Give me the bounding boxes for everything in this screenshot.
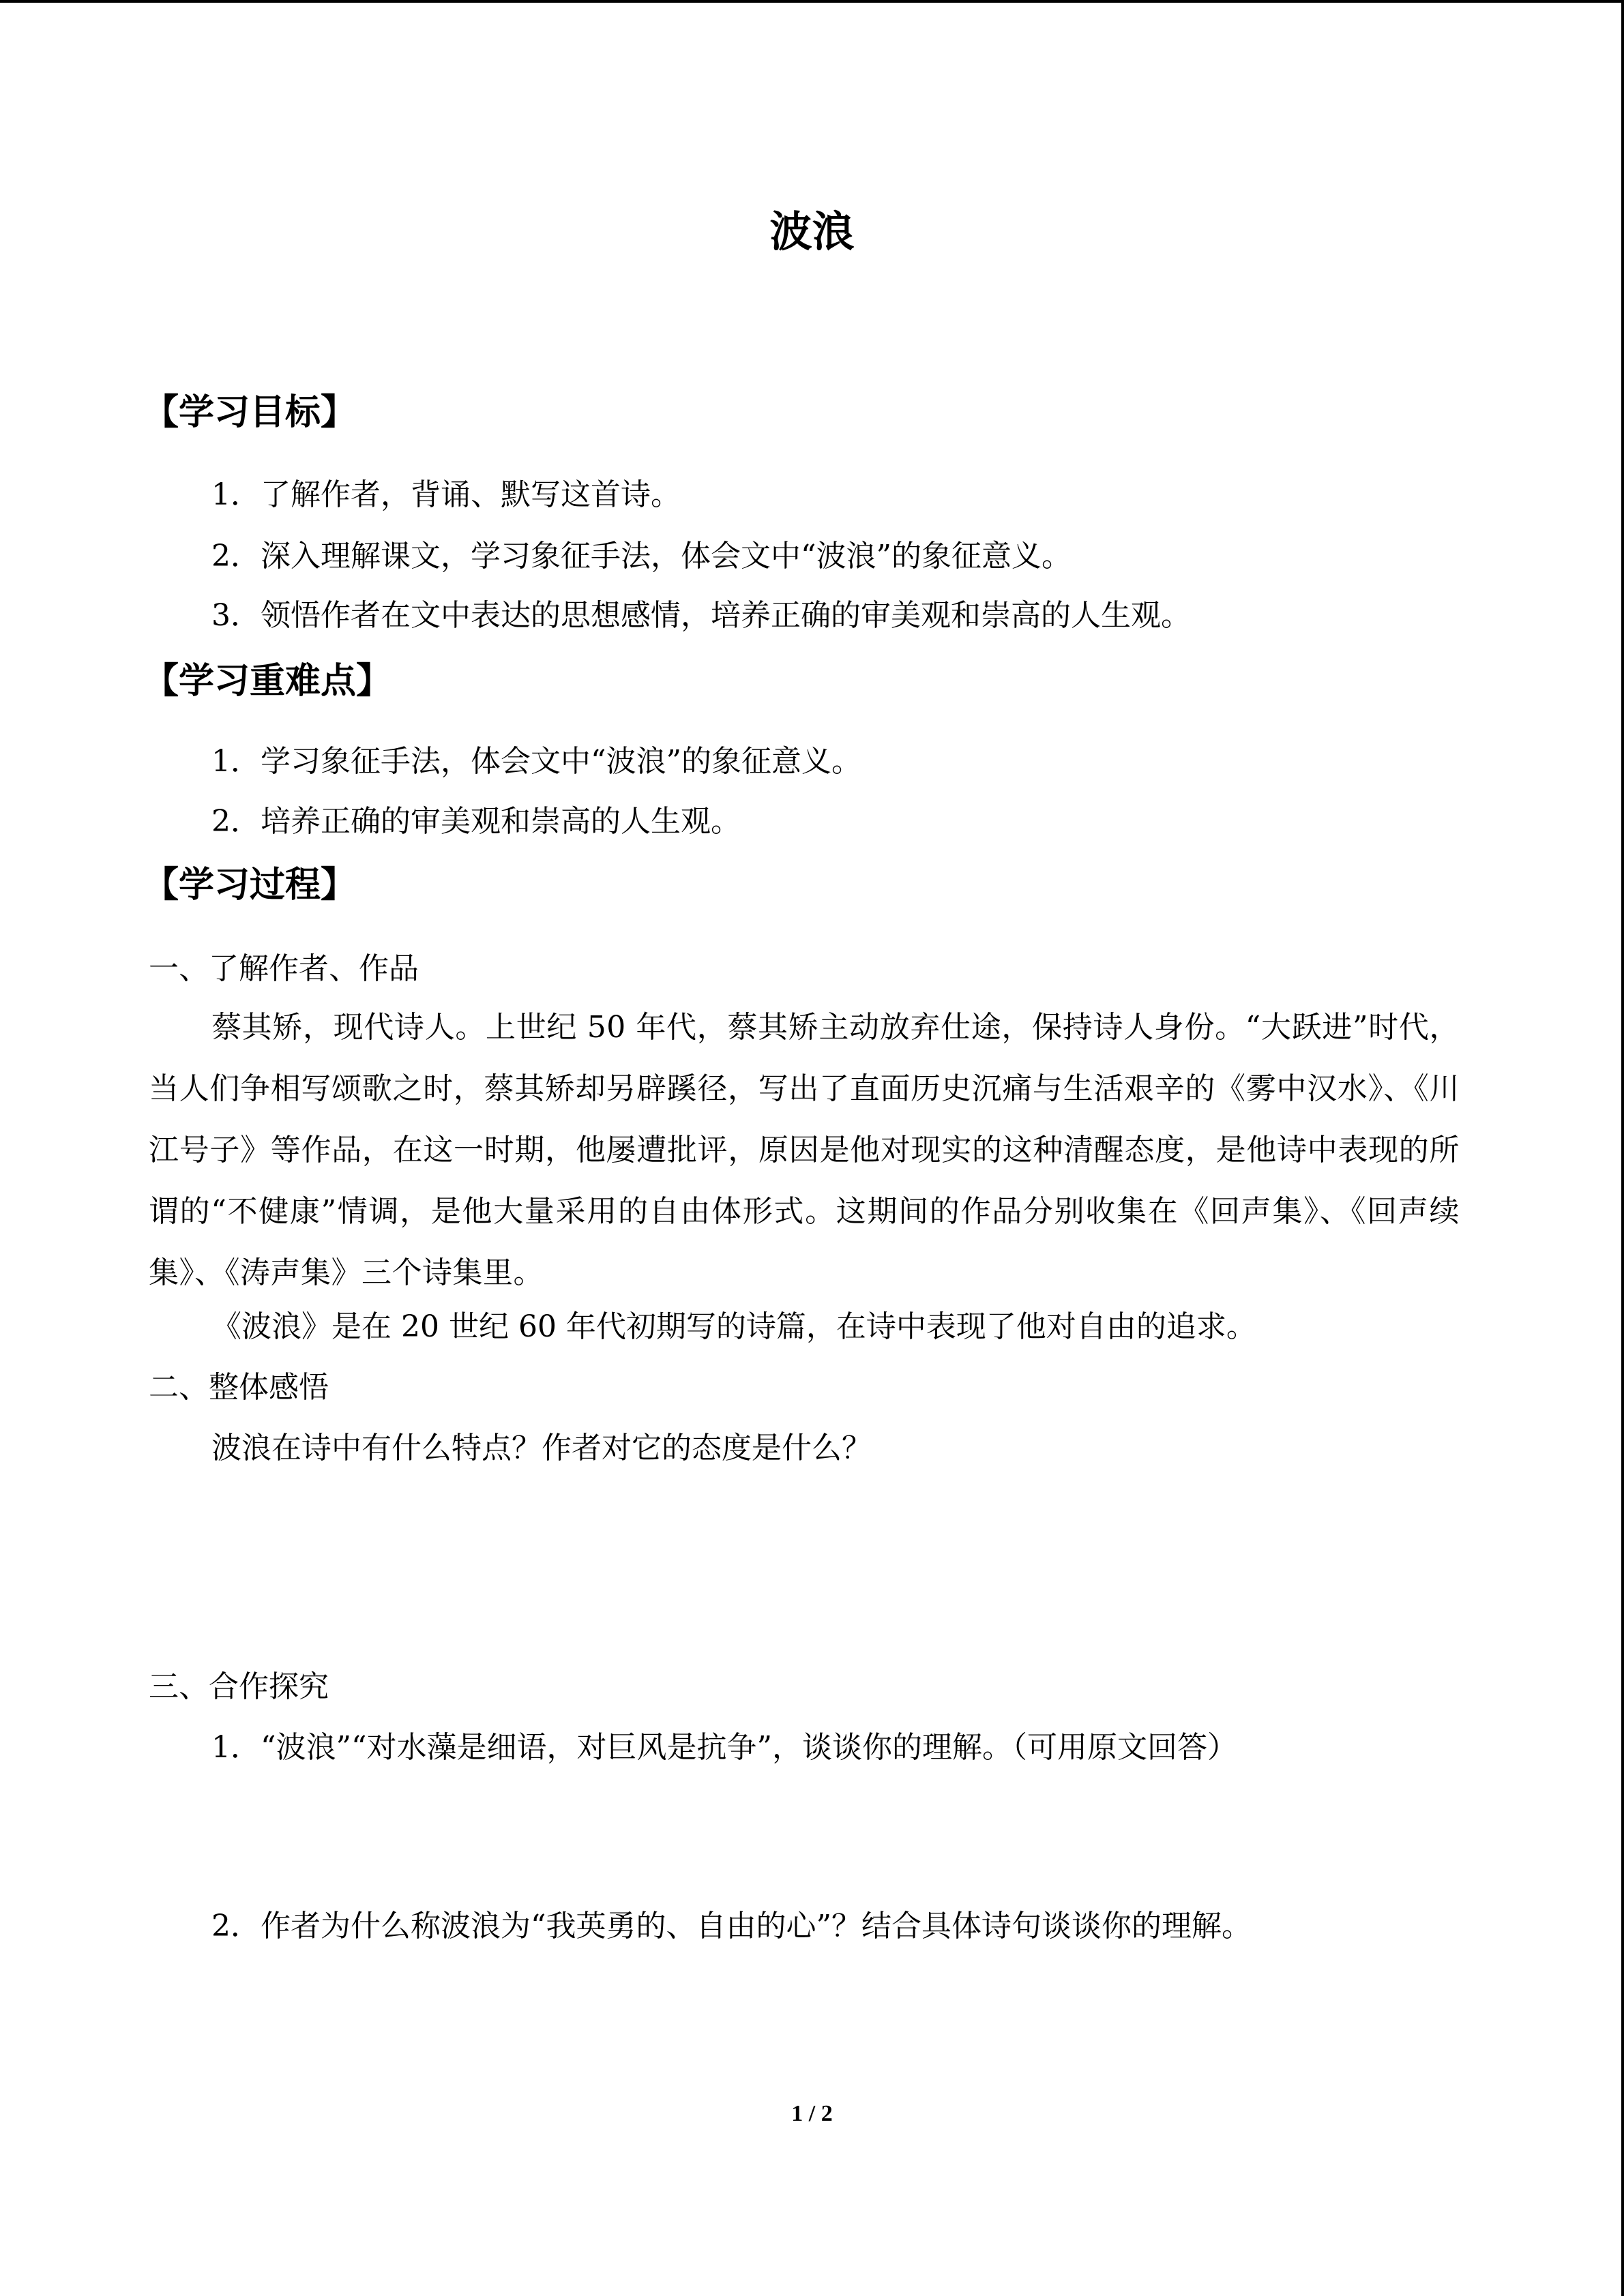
part3-question-2: 2．作者为什么称波浪为“我英勇的、自由的心”？结合具体诗句谈谈你的理解。: [211, 1909, 1252, 1943]
author-intro-paragraph: 蔡其矫，现代诗人。上世纪 50 年代，蔡其矫主动放弃仕途，保持诗人身份。“大跃进”时代，当人们争相写颂歌之时，蔡其矫却另辟蹊径，写出了直面历史沉痛与生活艰辛的《雾中汉水》、《川江号子》等作品，在这一时期，他屡遭批评，原因是他对现实的这种清醒态度，是他诗中表现的所谓的“不健康”情调，是他大量采用的自由体形式。这期间的作品分别收集在《回声集》、《回声续集》、《涛声集》三个诗集里。: [149, 1010, 1460, 1290]
page-right-border: [1621, 0, 1624, 2296]
objective-item-2: 2．深入理解课文，学习象征手法，体会文中“波浪”的象征意义。: [211, 539, 1072, 573]
part1-heading: 一、了解作者、作品: [149, 951, 419, 986]
part2-question: 波浪在诗中有什么特点？作者对它的态度是什么？: [211, 1431, 872, 1465]
objective-item-1: 1．了解作者，背诵、默写这首诗。: [211, 477, 681, 512]
page-top-border: [0, 0, 1624, 3]
page-number: 1 / 2: [791, 2101, 833, 2126]
poem-intro-paragraph: 《波浪》是在 20 世纪 60 年代初期写的诗篇，在诗中表现了他对自由的追求。: [211, 1309, 1256, 1344]
page-title: 波浪: [769, 207, 855, 256]
part3-heading: 三、合作探究: [149, 1669, 329, 1704]
section-heading-process: 【学习过程】: [143, 865, 357, 906]
part2-heading: 二、整体感悟: [149, 1370, 329, 1405]
section-heading-objectives: 【学习目标】: [143, 392, 357, 433]
part3-question-1: 1．“波浪”“对水藻是细语，对巨风是抗争”，谈谈你的理解。（可用原文回答）: [211, 1730, 1237, 1765]
key-point-item-2: 2．培养正确的审美观和崇高的人生观。: [211, 804, 741, 839]
objective-item-3: 3．领悟作者在文中表达的思想感情，培养正确的审美观和崇高的人生观。: [211, 598, 1191, 633]
key-point-item-1: 1．学习象征手法，体会文中“波浪”的象征意义。: [211, 744, 861, 779]
section-heading-key-points: 【学习重难点】: [143, 661, 392, 702]
